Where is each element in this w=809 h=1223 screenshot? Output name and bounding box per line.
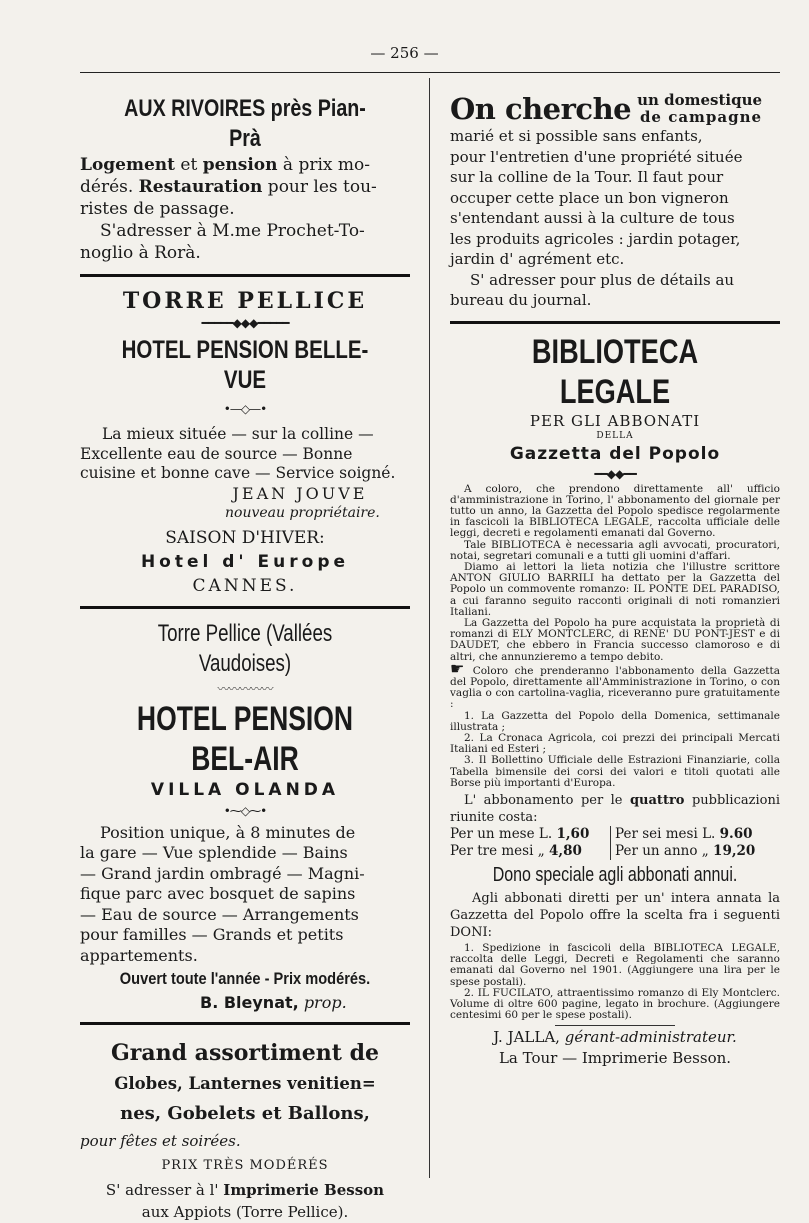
cherche-line-2: pour l'entretien d'une propriété située [450, 147, 743, 166]
cherche-line-8: S' adresser pour plus de détails au [470, 270, 735, 289]
cherche-line-4: occuper cette place un bon vigneron [450, 188, 729, 207]
wavy-divider: 〰〰〰〰〰 [217, 681, 273, 696]
globes-line-4: pour fêtes et soirées. [80, 1132, 241, 1150]
globes-line-2: Globes, Lanternes venitien= [114, 1074, 376, 1093]
price-3-label: Per tre mesi „ [450, 842, 545, 859]
biblioteca-subscr [450, 792, 780, 826]
rivoires-title: AUX RIVOIRES près Pian-Prà [124, 95, 366, 152]
dono-1: 1. Spedizione in fascicoli della BIBLIOTECA LEGALE, raccolta delle Leggi, Decreti e Regolamenti che saranno emanati dal Governo nel 1901. (Aggiungere una lira per le spese postali). [450, 941, 780, 988]
price-3-value: 4,80 [549, 842, 582, 859]
top-rule [80, 72, 780, 73]
ornament-divider-small: •—◇—• [223, 402, 267, 416]
dono-title: Dono speciale agli abbonati annui. [492, 863, 738, 886]
rivoires-logement: Logement [80, 155, 176, 175]
belair-line-4: fique parc avec bosquet de sapins [80, 884, 356, 903]
belair-owner-role: prop. [303, 993, 347, 1012]
bellevue-winter-city: CANNES. [192, 575, 298, 596]
bellevue-name: HOTEL PENSION BELLE-VUE [121, 336, 369, 394]
globes-line-3: nes, Gobelets et Ballons, [120, 1103, 370, 1124]
ornament-divider: ━━━━━◆◆◆━━━━━ [201, 316, 289, 330]
belair-line-2: la gare — Vue splendide — Bains [80, 843, 348, 862]
biblioteca-p5 [450, 658, 780, 711]
belair-line-6: pour familles — Grands et petits [80, 925, 344, 944]
subscr-b: quattro [629, 792, 685, 808]
biblioteca-p1: A coloro, che prendono direttamente all' ufficio d'amministrazione in Torino, l' abbonamento del giornale per tutto un anno, la Gazzetta del Popolo spedisce regolarmente in fascicoli la BIBLIOTECA LEGALE, raccolta ufficiale delle leggi, decreti e regolamenti emanati dal Governo. [450, 482, 780, 540]
belair-line-3: — Grand jardin ombragé — Magni- [80, 863, 365, 883]
imprint: La Tour — Imprimerie Besson. [498, 1049, 732, 1068]
subscr-c: pubblicazioni riunite costa: [450, 792, 780, 825]
biblioteca-p4: La Gazzetta del Popolo ha pure acquistata la proprietà di romanzi di ELY MONTCLERC, di RENE' DU PONT-JEST e di DAUDET, che ebbero in Francia successo clamoroso e di altri, che annunzieremo a tempo debito. [450, 616, 780, 663]
bellevue-winter: SAISON D'HIVER: [165, 527, 325, 548]
subscr-a: L' abbonamento per le [464, 792, 630, 808]
rivoires-line-1 [80, 154, 410, 176]
rivoires-line-3: ristes de passage. [80, 199, 235, 219]
biblioteca-item-1: 1. La Gazzetta del Popolo della Domenica, settimanale illustrata ; [450, 709, 780, 733]
gerant-name: J. JALLA, [493, 1028, 560, 1047]
cherche-line-3: sur la colline de la Tour. Il faut pour [450, 168, 724, 186]
price-2-label: Per sei mesi L. [615, 825, 716, 842]
ad-cherche [450, 78, 780, 324]
rivoires-pour: pour les tou- [262, 177, 377, 197]
belair-place: Torre Pellice (Vallées Vaudoises) [157, 619, 333, 677]
ad-globes [80, 1025, 410, 1223]
globes-line-1: Grand assortiment de [111, 1040, 379, 1066]
ad-belair [80, 609, 410, 1026]
cherche-line-7: jardin d' agrément etc. [450, 250, 625, 268]
pointing-hand-icon: ☛ [450, 658, 473, 678]
bellevue-owner: JEAN JOUVE [232, 483, 368, 503]
belair-open: Ouvert toute l'année - Prix modérés. [119, 969, 371, 988]
biblioteca-item-2: 2. La Cronaca Agricola, coi prezzi dei principali Mercati Italiani ed Esteri ; [450, 731, 780, 756]
globes-adresser: S' adresser à l' [105, 1181, 224, 1199]
belair-owner: B. Bleynat, [200, 993, 299, 1012]
page-number: — 256 — [370, 44, 439, 62]
gerant-line [450, 1026, 780, 1048]
biblioteca-item-3: 3. Il Bollettino Ufficiale delle Estrazioni Finanziarie, colla Tabella bimensile dei corsi dei valori e titoli quotati alle Borse più importanti d'Europa. [450, 754, 780, 789]
biblioteca-p3: Diamo ai lettori la lieta notizia che l'illustre scrittore ANTON GIULIO BARRILI ha dettato per la Gazzetta del Popolo un commovente romanzo: IL PONTE DEL PARADISO, a cui faranno seguito racconti originali di noti romanzieri Italiani. [450, 560, 780, 618]
belair-name: HOTEL PENSION BEL-AIR [136, 699, 354, 778]
rivoires-line-4: S'adresser à M.me Prochet-To- [100, 221, 365, 241]
belair-line-7: appartements. [80, 945, 198, 965]
ornament-divider-belair: •⁓◇⁓• [223, 803, 267, 818]
left-column [80, 78, 410, 1223]
belair-line-5: — Eau de source — Arrangements [80, 904, 359, 924]
globes-line-7: aux Appiots (Torre Pellice). [141, 1203, 349, 1221]
rivoires-line-5: noglio à Rorà. [80, 243, 201, 263]
globes-line-5: PRIX TRÈS MODÉRÉS [161, 1158, 329, 1173]
dono-2: 2. IL FUCILATO, attraentissimo romanzo di Ely Montclerc. Volume di oltre 600 pagine, legato in brochure. (Aggiungere centesimi 60 per le spese postali). [450, 986, 780, 1022]
bellevue-owner-role: nouveau propriétaire. [225, 504, 380, 521]
globes-imprimerie: Imprimerie Besson [223, 1181, 385, 1199]
cherche-line-9: bureau du journal. [450, 291, 592, 309]
belair-owner-line [80, 992, 410, 1014]
biblioteca-paper: Gazzetta del Popolo [509, 443, 721, 464]
rivoires-line-2 [80, 176, 410, 198]
cherche-line-6: les produits agricoles : jardin potager, [450, 229, 741, 248]
price-1-label: Per un mese L. [450, 825, 553, 842]
rivoires-pension: pension [202, 155, 278, 175]
ornament-divider-biblioteca: ━━◆◆━━ [594, 466, 636, 481]
rivoires-et: et [175, 155, 203, 175]
right-column [450, 78, 780, 1068]
biblioteca-p2: Tale BIBLIOTECA è necessaria agli avvocati, procuratori, notai, segretari comunali e a tutti gli uomini d'affari. [450, 538, 780, 562]
ad-bellevue [80, 277, 410, 609]
bellevue-line-1: La mieux située — sur la colline — [102, 425, 374, 443]
biblioteca-sub-1: PER GLI ABBONATI [529, 411, 701, 430]
price-1-value: 1,60 [556, 825, 590, 842]
column-divider [429, 78, 430, 1178]
ad-rivoires [80, 78, 410, 277]
ad-biblioteca [450, 324, 780, 1069]
price-row-1 [450, 826, 780, 843]
belair-line-1: Position unique, à 8 minutes de [100, 822, 356, 842]
rivoires-prix: à prix mo- [277, 155, 370, 175]
cherche-small-2: de campagne [639, 108, 763, 126]
gerant-role: gérant-administrateur. [564, 1028, 737, 1047]
rivoires-deres: dérés. [80, 177, 139, 197]
cherche-small-1: un domestique [637, 91, 763, 109]
price-4-label: Per un anno „ [615, 842, 709, 859]
biblioteca-sub-2: DELLA [596, 430, 634, 441]
bellevue-winter-hotel: Hotel d' Europe [140, 551, 350, 572]
globes-line-6 [80, 1179, 410, 1201]
bellevue-line-2: Excellente eau de source — Bonne [80, 444, 353, 463]
belair-villa: VILLA OLANDA [150, 779, 340, 800]
bellevue-place: TORRE PELLICE [122, 288, 368, 314]
biblioteca-p5-text: Coloro che prenderanno l'abbonamento della Gazzetta del Popolo, direttamente all'Amministrazione in Torino, o con vaglia o con cartolina-vaglia, riceveranno pure gratuitamente : [450, 664, 780, 711]
price-2-value: 9.60 [719, 825, 753, 842]
biblioteca-title: BIBLIOTECA LEGALE [531, 332, 699, 411]
rivoires-restauration: Restauration [138, 177, 263, 197]
bellevue-line-3: cuisine et bonne cave — Service soigné. [80, 464, 396, 482]
price-row-2 [450, 843, 780, 860]
price-4-value: 19,20 [713, 842, 756, 859]
cherche-line-5: s'entendant aussi à la culture de tous [450, 209, 735, 227]
cherche-line-1: marié et si possible sans enfants, [450, 127, 703, 145]
cherche-big: On cherche [450, 92, 632, 126]
dono-p: Agli abbonati diretti per un' intera annata la Gazzetta del Popolo offre la scelta fra i seguenti DONI: [450, 890, 780, 940]
